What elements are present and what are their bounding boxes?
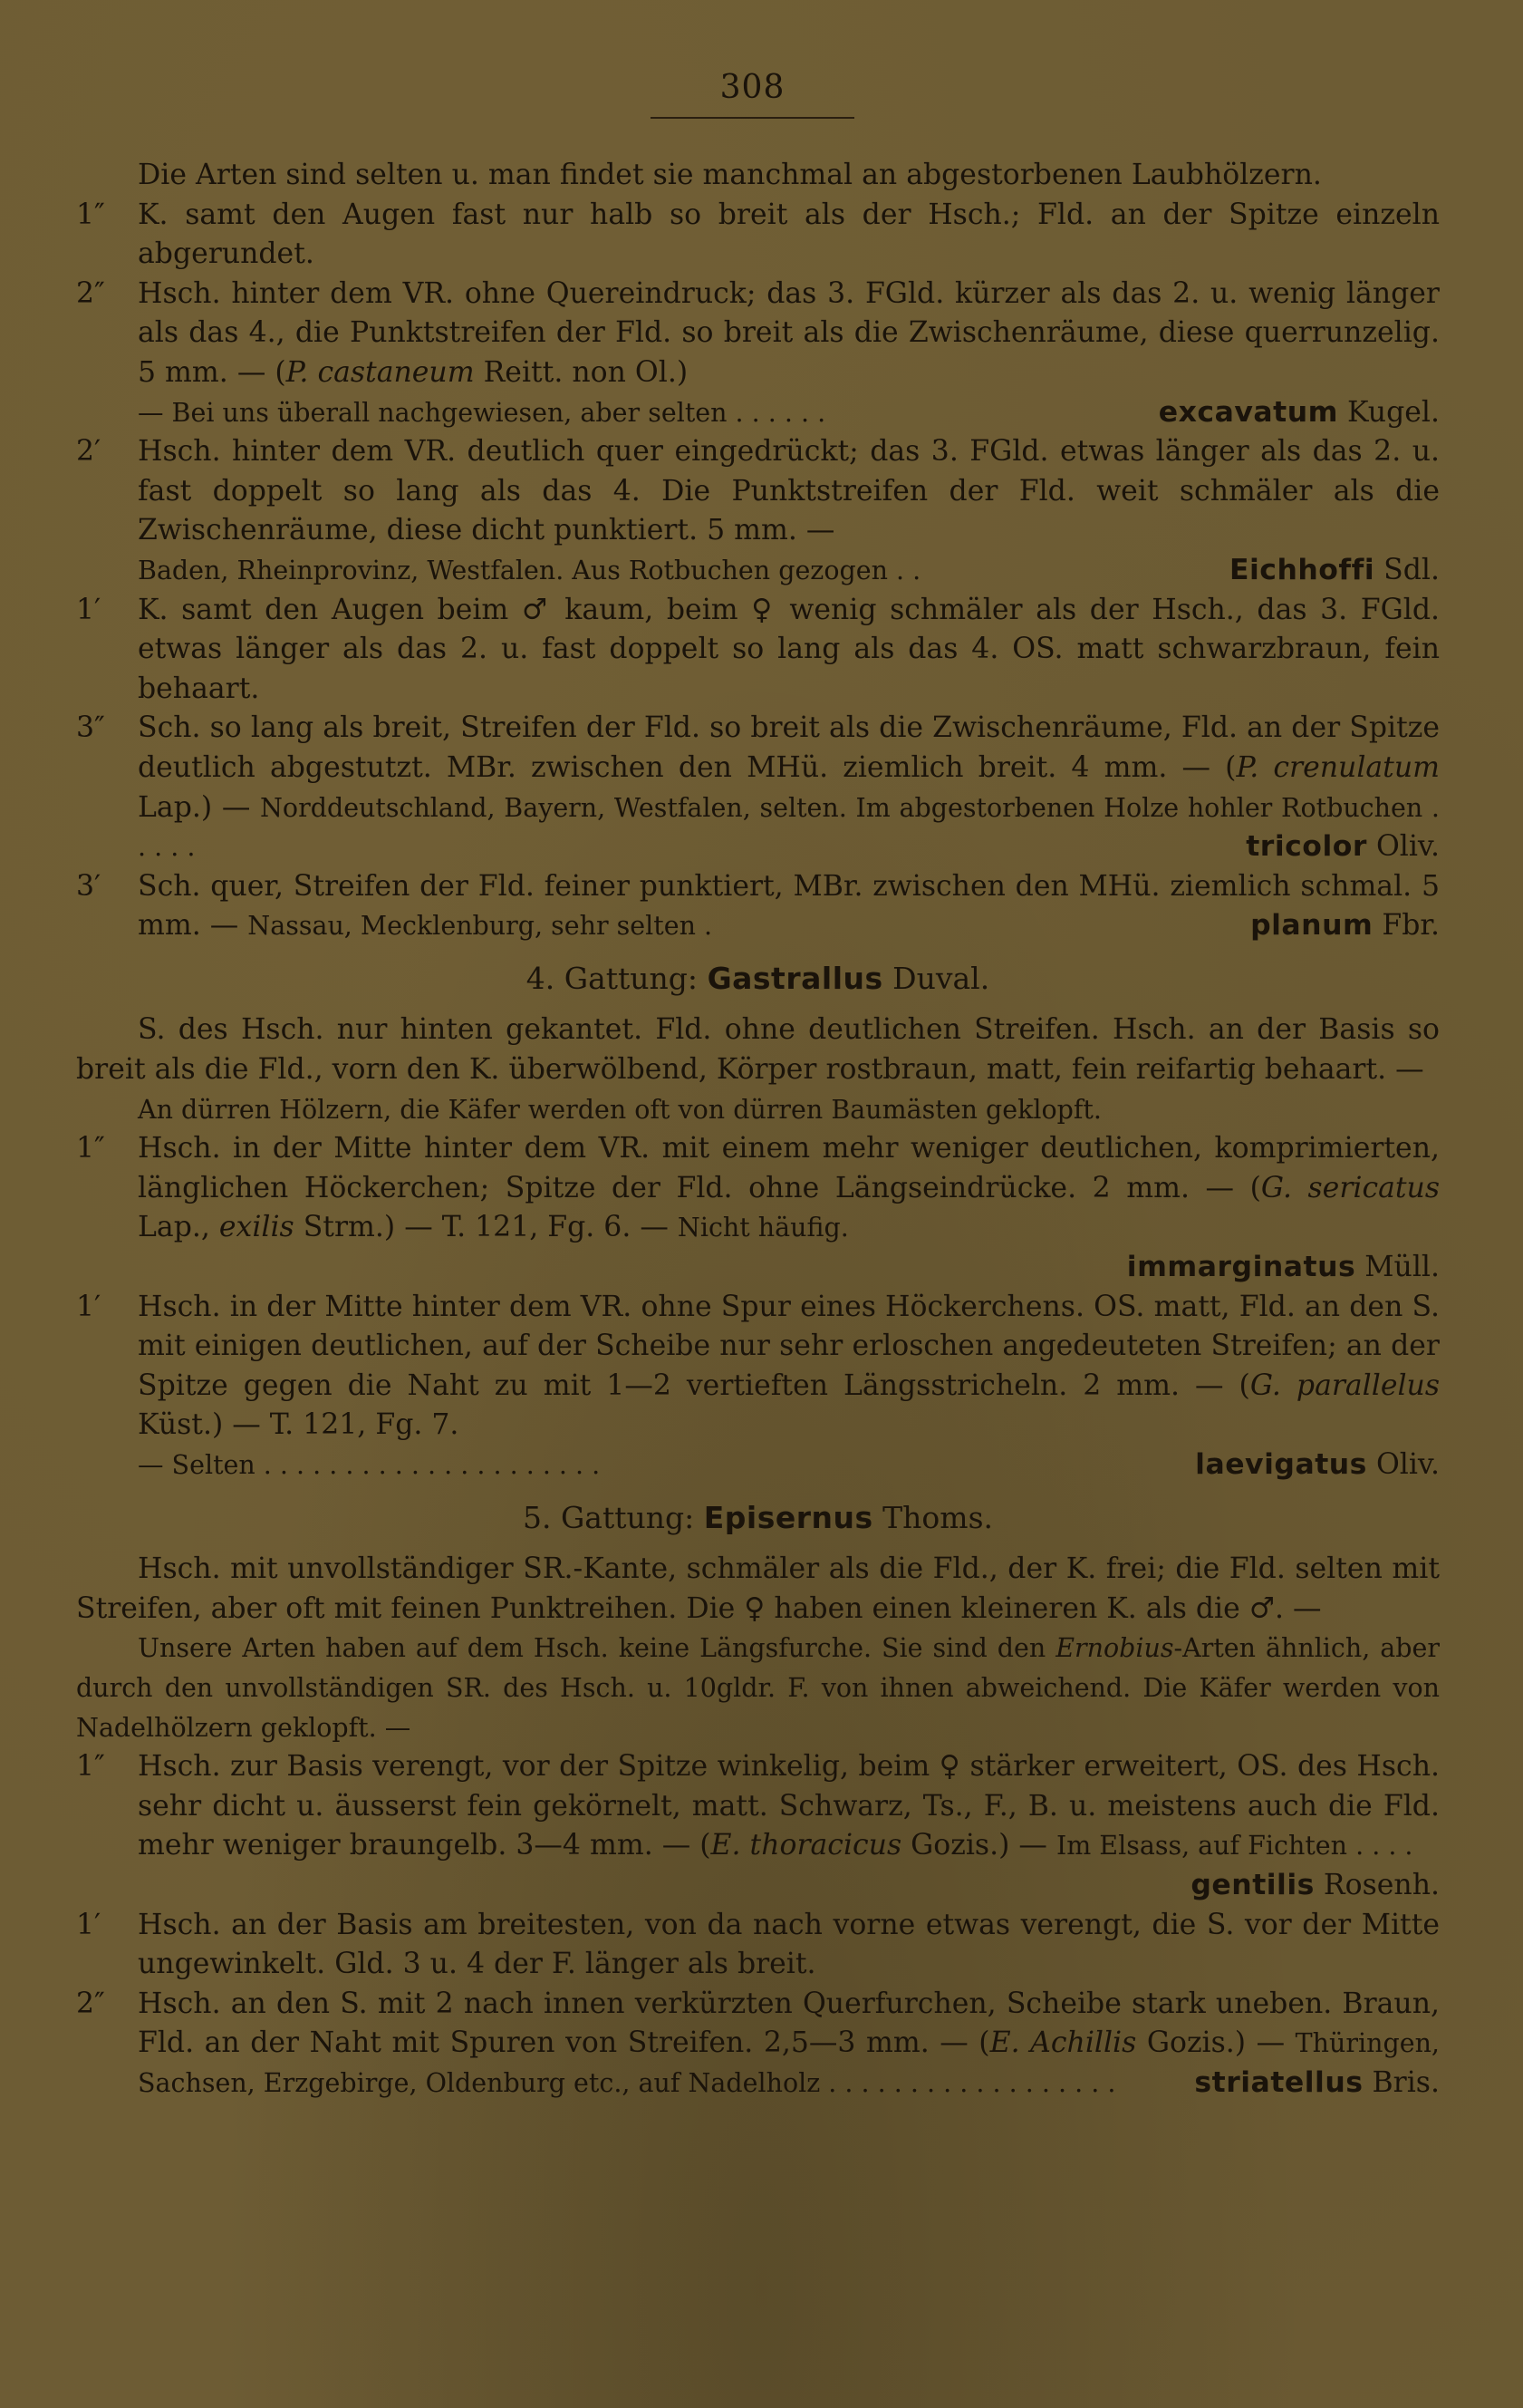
entry-text: Hsch. in der Mitte hinter dem VR. mit einem mehr weniger deutlichen, komprimierten, länglichen Höckerchen; Spitze der Fld. ohne Längseindrücke. 2 mm. — ( [138,1132,1440,1204]
entry-text: Hsch. in der Mitte hinter dem VR. ohne Spur eines Höckerchens. OS. matt, Fld. an den S. mit einigen deutlichen, auf der Scheibe nur sehr erloschen angedeuteten Streifen; an der Spitze gegen die Naht zu mit 1—2 vertieften Längsstricheln. 2 mm. — ( [138,1290,1440,1402]
entry-text: Küst.) — T. 121, Fg. 7. [138,1408,459,1442]
synonym-name: exilis [218,1211,294,1244]
key-entry [76,591,1440,710]
entry-text: Hsch. zur Basis verengt, vor der Spitze winkelig, beim ♀ stärker erweitert, OS. des Hsch. sehr dicht u. äusserst fein gekörnelt, matt. Schwarz, Ts., F., B. u. meistens auch die Fld. mehr weniger braungelb. 3—4 mm. — ( [138,1750,1440,1862]
key-entry [76,1747,1440,1905]
entry-text: Gozis.) — [901,1829,1056,1862]
entry-key: 1″ [76,1132,105,1165]
key-entry [76,432,1440,590]
key-entry [76,1129,1440,1287]
distribution-text: Baden, Rheinprovinz, Westfalen. Aus Rotbuchen gezogen . . [138,555,921,585]
key-entry [76,867,1440,946]
species-name: gentilis [1190,1868,1315,1901]
entry-key: 2′ [76,435,101,469]
entry-text: K. samt den Augen fast nur halb so breit als der Hsch.; Fld. an der Spitze einzeln abgerundet. [138,198,1440,271]
entry-key: 1′ [76,1908,101,1941]
key-entry [76,275,1440,432]
species-author: Oliv. [1375,830,1440,864]
species-line [138,551,1440,591]
entry-key: 2″ [76,276,105,310]
entry-text: Reitt. non Ol.) [474,355,689,389]
entry-text: Sch. quer, Streifen der Fld. feiner punktiert, MBr. zwischen den MHü. ziemlich schmal. 5 mm. — [138,869,1440,943]
entry-key: 1′ [76,1290,101,1323]
header-rule [651,117,854,119]
distribution-text: — Bei uns überall nachgewiesen, aber selten . . . . . . [138,397,826,428]
synonym-name: E. Achillis [989,2026,1137,2060]
species-line [138,1446,1440,1485]
species-name: Eichhoffi [1229,553,1375,586]
intro-paragraph: Die Arten sind selten u. man findet sie manchmal an abgestorbenen Laubhölzern. [138,159,1322,191]
genus-heading [76,1498,1440,1538]
synonym-name: G. parallelus [1249,1368,1441,1402]
entry-text: Lap., [138,1211,219,1244]
species-author: Müll. [1364,1251,1440,1284]
species-name: striatellus [1194,2065,1364,2099]
synonym-name: G. sericatus [1260,1171,1440,1204]
genus-name: Gastrallus [707,960,883,996]
page-content [76,156,1440,2103]
genus-name: Episernus [703,1499,873,1535]
synonym-name: P. castaneum [285,355,475,389]
species-author: Kugel. [1346,395,1440,429]
entry-text: Gozis.) — [1136,2026,1296,2060]
distribution-text: Im Elsass, auf Fichten . . . . [1055,1831,1413,1862]
entry-key: 2″ [76,1987,105,2020]
genus-heading [76,959,1440,999]
genus-note-name: Ernobius [1055,1633,1174,1664]
entry-text: K. samt den Augen beim ♂ kaum, beim ♀ wenig schmäler als der Hsch., das 3. FGld. etwas länger als das 2. u. fast doppelt so lang als das 4. OS. matt schwarzbraun, fein behaart. [138,593,1440,705]
synonym-name: P. crenulatum [1236,750,1440,784]
entry-text: Hsch. hinter dem VR. ohne Quereindruck; das 3. FGld. kürzer als das 2. u. wenig länger als das 4., die Punktstreifen der Fld. so breit als die Zwischenräume, diese querrunzelig. 5 mm. — ( [138,276,1440,389]
key-entry [76,196,1440,275]
entry-text: Hsch. an den S. mit 2 nach innen verkürzten Querfurchen, Scheibe stark uneben. Braun, Fld. an der Naht mit Spuren von Streifen. 2,5—3 mm. — ( [138,1987,1440,2060]
species-author: Oliv. [1375,1448,1440,1481]
key-entry [76,1906,1440,1985]
distribution-text: Norddeutschland, Bayern, Westfalen, selten. Im abgestorbenen Holze hohler Rotbuchen . . . . . [138,792,1440,863]
genus-note: An dürren Hölzern, die Käfer werden oft von dürren Baumästen geklopft. [138,1094,1102,1125]
entry-key: 3″ [76,711,105,745]
species-author: Rosenh. [1323,1868,1440,1901]
genus-author: Thoms. [882,1499,994,1535]
genus-prefix: 4. Gattung: [525,960,699,996]
genus-note [76,1629,1440,1747]
species-author: Sdl. [1383,553,1440,586]
species-name: laevigatus [1195,1448,1367,1481]
distribution-text: Nassau, Mecklenburg, sehr selten . [247,911,713,942]
species-author: Fbr. [1382,909,1440,943]
entry-text: Strm.) — T. 121, Fg. 6. — [294,1211,678,1244]
entry-key: 1″ [76,1750,105,1784]
genus-note-text: -Arten ähnlich, aber durch den unvollständigen SR. des Hsch. u. 10gldr. F. von ihnen abweichend. Die Käfer werden von Nadelhölzern geklopft. — [76,1633,1440,1743]
entry-text: Hsch. an der Basis am breitesten, von da nach vorne etwas verengt, die S. vor der Mitte ungewinkelt. Gld. 3 u. 4 der F. länger als breit. [138,1908,1440,1981]
distribution-text: Nicht häufig. [677,1213,849,1243]
genus-note-text: Unsere Arten haben auf dem Hsch. keine Längsfurche. Sie sind den [138,1633,1056,1664]
genus-description: Hsch. mit unvollständiger SR.-Kante, schmäler als die Fld., der K. frei; die Fld. selten mit Streifen, aber oft mit feinen Punktreihen. Die ♀ haben einen kleineren K. als die ♂. — [76,1552,1440,1625]
genus-prefix: 5. Gattung: [522,1499,695,1535]
entry-text: Hsch. hinter dem VR. deutlich quer eingedrückt; das 3. FGld. etwas länger als das 2. u. fast doppelt so lang als das 4. Die Punktstreifen der Fld. weit schmäler als die Zwischenräume, diese dicht punktiert. 5 mm. — [138,435,1440,547]
species-name: planum [1250,909,1374,943]
species-name: tricolor [1246,830,1367,864]
key-entry [76,1288,1440,1485]
entry-text: Sch. so lang als breit, Streifen der Fld. so breit als die Zwischenräume, Fld. an der Spitze deutlich abgestutzt. MBr. zwischen den MHü. ziemlich breit. 4 mm. — ( [138,711,1440,784]
genus-author: Duval. [892,960,990,996]
entry-key: 1′ [76,593,101,626]
genus-description: S. des Hsch. nur hinten gekantet. Fld. ohne deutlichen Streifen. Hsch. an der Basis so breit als die Fld., vorn den K. überwölbend, Körper rostbraun, matt, fein reifartig behaart. — [76,1013,1440,1087]
species-author: Bris. [1372,2065,1440,2099]
key-entry [76,709,1440,866]
species-name: immarginatus [1126,1251,1356,1284]
entry-key: 3′ [76,869,101,903]
key-entry [76,1985,1440,2103]
species-line [138,393,1440,433]
entry-text: Lap.) — [138,790,260,824]
distribution-text: Thüringen, Sachsen, Erzgebirge, Oldenburg etc., auf Nadelholz . . . . . . . . . . . . . . . . . . [138,2028,1440,2098]
species-name: excavatum [1158,395,1338,429]
species-line [138,1248,1440,1288]
page-number: 308 [719,69,786,106]
distribution-text: — Selten . . . . . . . . . . . . . . . . . . . . . [138,1450,601,1480]
entry-key: 1″ [76,198,105,231]
synonym-name: E. thoracicus [710,1829,902,1862]
